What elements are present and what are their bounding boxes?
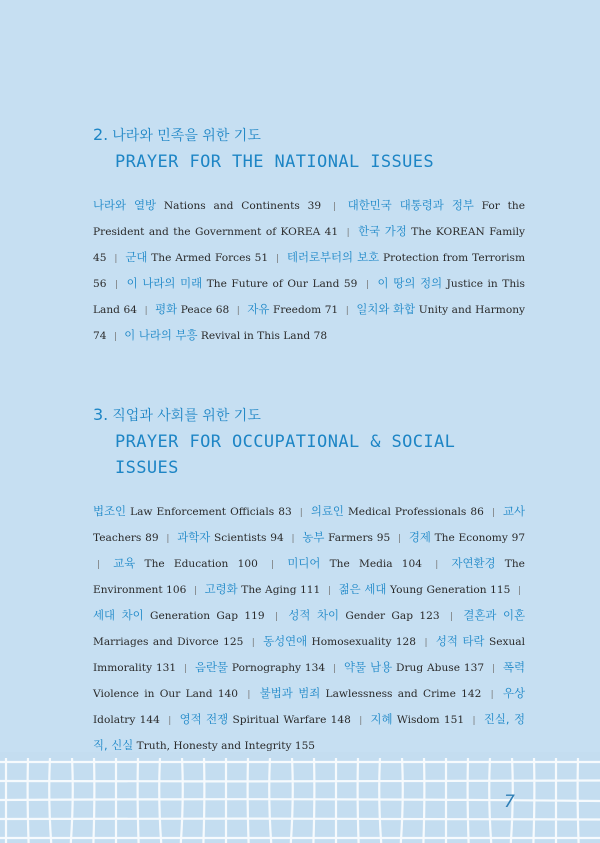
item-title-ko: 대한민국 대통령과 정부 (347, 198, 474, 212)
item-separator: | (472, 716, 476, 726)
page-number: 7 (504, 792, 515, 812)
item-separator: | (332, 202, 336, 212)
item-title-en: Law Enforcement Officials 83 (130, 506, 292, 518)
item-title-ko: 이 땅의 정의 (377, 276, 443, 290)
item-title-en: Nations and Continents 39 (163, 200, 322, 212)
item-title-ko: 미디어 (287, 556, 321, 570)
item-title-en: Scientists 94 (214, 532, 284, 544)
list-item (124, 330, 327, 342)
item-title-en: The Economy 97 (434, 532, 526, 544)
item-separator: | (327, 586, 331, 596)
item-separator: | (236, 306, 240, 316)
item-title-ko: 불법과 범죄 (259, 686, 321, 700)
item-title-en: Peace 68 (180, 304, 230, 316)
item-separator: | (345, 306, 349, 316)
item-title-en: The Future of Our Land 59 (206, 278, 358, 290)
list-item (344, 662, 484, 674)
item-title-ko: 나라와 열방 (93, 198, 157, 212)
item-title-ko: 이 나라의 미래 (126, 276, 203, 290)
section-number: 3. (93, 405, 109, 424)
item-title-ko: 자유 (247, 302, 270, 316)
item-title-en: Marriages and Divorce 125 (93, 636, 244, 648)
item-title-ko: 한국 가정 (358, 224, 407, 238)
item-separator: | (144, 306, 148, 316)
item-title-ko: 교육 (113, 556, 136, 570)
section-heading-ko (93, 404, 525, 427)
list-item (339, 584, 511, 596)
item-separator: | (168, 716, 172, 726)
list-item (260, 688, 482, 700)
list-item (205, 584, 321, 596)
item-title-ko: 우상 (503, 686, 526, 700)
item-separator: | (97, 560, 101, 570)
list-item (263, 636, 416, 648)
item-title-en: Teachers 89 (93, 532, 159, 544)
item-title-en: The KOREAN Family 45 (93, 226, 526, 264)
item-title-en: The Media 104 (329, 558, 423, 570)
item-title-ko: 세대 차이 (93, 608, 144, 622)
item-title-en: Wisdom 151 (396, 714, 465, 726)
item-separator: | (114, 254, 118, 264)
item-title-ko: 의료인 (310, 504, 344, 518)
list-item (409, 532, 525, 544)
list-item (287, 558, 422, 570)
item-title-en: Generation Gap 119 (150, 610, 265, 622)
item-title-en: Protection from Terrorism 56 (93, 252, 526, 290)
section-occupational-issues (93, 404, 525, 758)
list-item (180, 714, 351, 726)
section-national-issues (93, 124, 525, 349)
item-title-ko: 영적 전쟁 (179, 712, 229, 726)
item-title-en: Freedom 71 (272, 304, 339, 316)
item-separator: | (365, 280, 369, 290)
list-item (113, 558, 258, 570)
item-separator: | (359, 716, 363, 726)
item-title-en: Sexual Immorality 131 (93, 636, 525, 674)
item-separator: | (449, 612, 453, 622)
section-title-ko: 직업과 사회를 위한 기도 (112, 408, 261, 424)
item-separator: | (113, 332, 117, 342)
item-title-en: Pornography 134 (231, 662, 326, 674)
item-separator: | (333, 664, 337, 674)
item-title-ko: 일치와 화합 (356, 302, 416, 316)
item-title-ko: 음란물 (195, 660, 229, 674)
item-separator: | (299, 508, 303, 518)
list-item (127, 278, 358, 290)
item-separator: | (247, 690, 251, 700)
item-title-en: Truth, Honesty and Integrity 155 (136, 740, 316, 752)
list-item (177, 532, 284, 544)
item-title-en: Unity and Harmony 74 (93, 304, 526, 342)
item-title-en: Young Generation 115 (390, 584, 511, 596)
item-separator: | (115, 280, 119, 290)
item-title-ko: 농부 (302, 530, 325, 544)
item-title-en: Farmers 95 (328, 532, 391, 544)
list-item (311, 506, 484, 518)
item-title-en: The Aging 111 (241, 584, 321, 596)
item-title-en: Homosexuality 128 (311, 636, 417, 648)
item-title-en: Idolatry 144 (93, 714, 160, 726)
item-separator: | (518, 586, 522, 596)
item-title-ko: 경제 (408, 530, 431, 544)
item-separator: | (435, 560, 439, 570)
item-title-ko: 교사 (503, 504, 526, 518)
item-title-ko: 진실, 정직, 신실 (93, 712, 526, 752)
list-item (93, 506, 292, 518)
section-item-list (93, 499, 525, 758)
item-title-ko: 평화 (155, 302, 178, 316)
item-title-en: Revival in This Land 78 (200, 330, 328, 342)
section-title-en: PRAYER FOR THE NATIONAL ISSUES (115, 152, 435, 172)
item-separator: | (346, 228, 350, 238)
item-title-en: Lawlessness and Crime 142 (325, 688, 482, 700)
item-title-en: The Armed Forces 51 (151, 252, 269, 264)
item-title-ko: 동성연애 (263, 634, 308, 648)
list-item (125, 252, 268, 264)
item-separator: | (490, 690, 494, 700)
item-title-en: The Environment 106 (93, 558, 525, 596)
list-item (155, 304, 229, 316)
list-item (93, 610, 265, 622)
item-separator: | (492, 664, 496, 674)
item-separator: | (291, 534, 295, 544)
list-item (195, 662, 325, 674)
item-title-ko: 과학자 (177, 530, 211, 544)
item-title-en: Gender Gap 123 (345, 610, 440, 622)
item-title-en: Spiritual Warfare 148 (232, 714, 351, 726)
item-separator: | (194, 586, 198, 596)
item-separator: | (184, 664, 188, 674)
item-title-ko: 이 나라의 부흥 (124, 328, 198, 342)
item-separator: | (166, 534, 170, 544)
section-heading-ko (93, 124, 525, 147)
item-title-ko: 군대 (125, 250, 148, 264)
item-title-ko: 테러로부터의 보호 (286, 250, 380, 264)
item-title-en: Medical Professionals 86 (347, 506, 484, 518)
list-item (93, 200, 321, 212)
item-title-ko: 법조인 (93, 504, 127, 518)
item-title-en: Justice in This Land 64 (93, 278, 525, 316)
item-separator: | (274, 612, 278, 622)
item-title-ko: 자연환경 (451, 556, 496, 570)
item-separator: | (491, 508, 495, 518)
item-separator: | (271, 560, 275, 570)
item-title-ko: 젊은 세대 (338, 582, 387, 596)
list-item (288, 610, 439, 622)
item-separator: | (276, 254, 280, 264)
list-item (371, 714, 465, 726)
item-title-en: Drug Abuse 137 (395, 662, 485, 674)
item-separator: | (251, 638, 255, 648)
item-title-ko: 성적 차이 (288, 608, 340, 622)
section-number: 2. (93, 125, 109, 144)
item-separator: | (397, 534, 402, 544)
section-title-ko: 나라와 민족을 위한 기도 (112, 128, 261, 144)
item-separator: | (424, 638, 428, 648)
item-title-ko: 성적 타락 (435, 634, 485, 648)
item-title-en: Violence in Our Land 140 (93, 688, 239, 700)
section-item-list (93, 193, 525, 349)
item-title-ko: 결혼과 이혼 (463, 608, 526, 622)
list-item (247, 304, 338, 316)
item-title-en: For the President and the Government of KOREA 41 (93, 200, 525, 238)
item-title-en: The Education 100 (144, 558, 258, 570)
item-title-ko: 지혜 (370, 712, 393, 726)
item-title-ko: 고령화 (204, 582, 238, 596)
item-title-ko: 폭력 (502, 660, 525, 674)
list-item (302, 532, 390, 544)
item-title-ko: 약물 남용 (343, 660, 393, 674)
section-title-en: PRAYER FOR OCCUPATIONAL & SOCIAL ISSUES (115, 432, 456, 478)
